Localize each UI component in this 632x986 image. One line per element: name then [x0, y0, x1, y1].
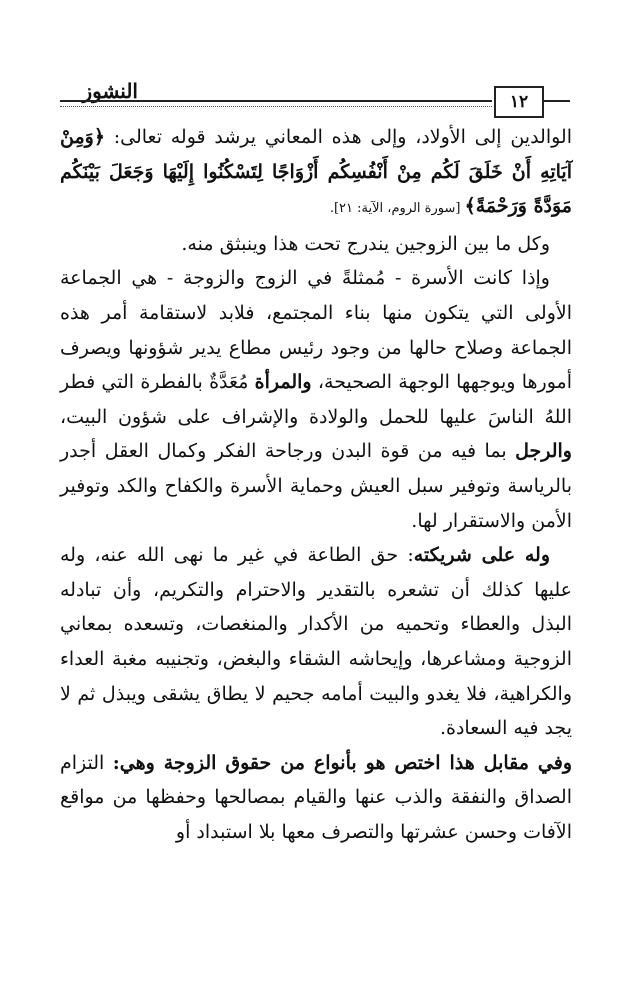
paragraph-3: [60, 261, 572, 538]
p3-a: وإذا كانت الأسرة - مُمثلةً في الزوج والزوجة - هي الجماعة الأولى التي يتكون منها بناء المجتمع، فلابد لاستقامة أمر هذه الجماعة وصلاح حالها من وجود رئيس مطاع يدير شؤونها ويصرف أمورها ويوجهها الوجهة الصحيحة،: [60, 267, 572, 394]
header-dotted-rule: [60, 106, 492, 107]
p5-text: التزام الصداق والنفقة والذب عنها والقيام بمصالحها وحفظها من مواقع الآفات وحسن عشرتها والتصرف معها بلا استبداد أو: [60, 751, 572, 843]
p3-e: بما فيه من قوة البدن ورجاحة الفكر وكمال العقل أجدر بالرياسة وتوفير سبل العيش وحماية الأسرة والكفاح والكد وتوفير الأمن والاستقرار لها.: [60, 440, 572, 532]
p3-woman-bold: والمرأة: [254, 371, 312, 394]
p3-man-bold: والرجل: [515, 440, 572, 463]
paragraph-4: [60, 538, 572, 746]
page-number: ١٢: [494, 86, 544, 118]
page-body: [60, 120, 572, 849]
paragraph-1: [60, 120, 572, 227]
p4-text: : حق الطاعة في غير ما نهى الله عنه، وله عليها كذلك أن تشعره بالتقدير والاحترام والتكريم، وأن تبادله البذل والعطاء وتحميه من الأكدار والمنغصات، وتسعده بمعاني الزوجية ومشاعرها، وإيحاشه الشقاء والبغض، وتجنيبه مغبة العداء والكراهية، فلا يغدو والبيت أمامه جحيم لا يطاق يشقى ويبذل ثم لا يجد فيه السعادة.: [60, 544, 572, 740]
verse-citation: [سورة الروم، الآية: ٢١].: [329, 201, 465, 217]
quran-verse: ﴿وَمِنْ آيَاتِهِ أَنْ خَلَقَ لَكُم مِنْ أَنْفُسِكُم أَزْوَاجًا لِتَسْكُنُوا إِلَيْهَا وَجَعَلَ بَيْنَكُم مَوَدَّةً وَرَحْمَةً﴾: [60, 126, 573, 218]
p5-bold: وفي مقابل هذا اختص هو بأنواع من حقوق الزوجة وهي:: [112, 751, 573, 774]
p1-intro: الوالدين إلى الأولاد، وإلى هذه المعاني يرشد قوله تعالى:: [104, 126, 572, 148]
paragraph-2: وكل ما بين الزوجين يندرج تحت هذا وينبثق منه.: [181, 232, 550, 255]
page-header: [60, 78, 570, 118]
p3-c: مُعَدَّةٌ بالفطرة التي فطر اللهُ الناسَ عليها للحمل والولادة والإشراف على شؤون البيت،: [60, 371, 572, 428]
header-rule-tail: [542, 100, 570, 102]
header-rule: [60, 100, 492, 102]
running-title: النشوز: [82, 79, 138, 103]
paragraph-5: [60, 746, 572, 850]
p4-bold: وله على شريكته: [413, 544, 550, 567]
